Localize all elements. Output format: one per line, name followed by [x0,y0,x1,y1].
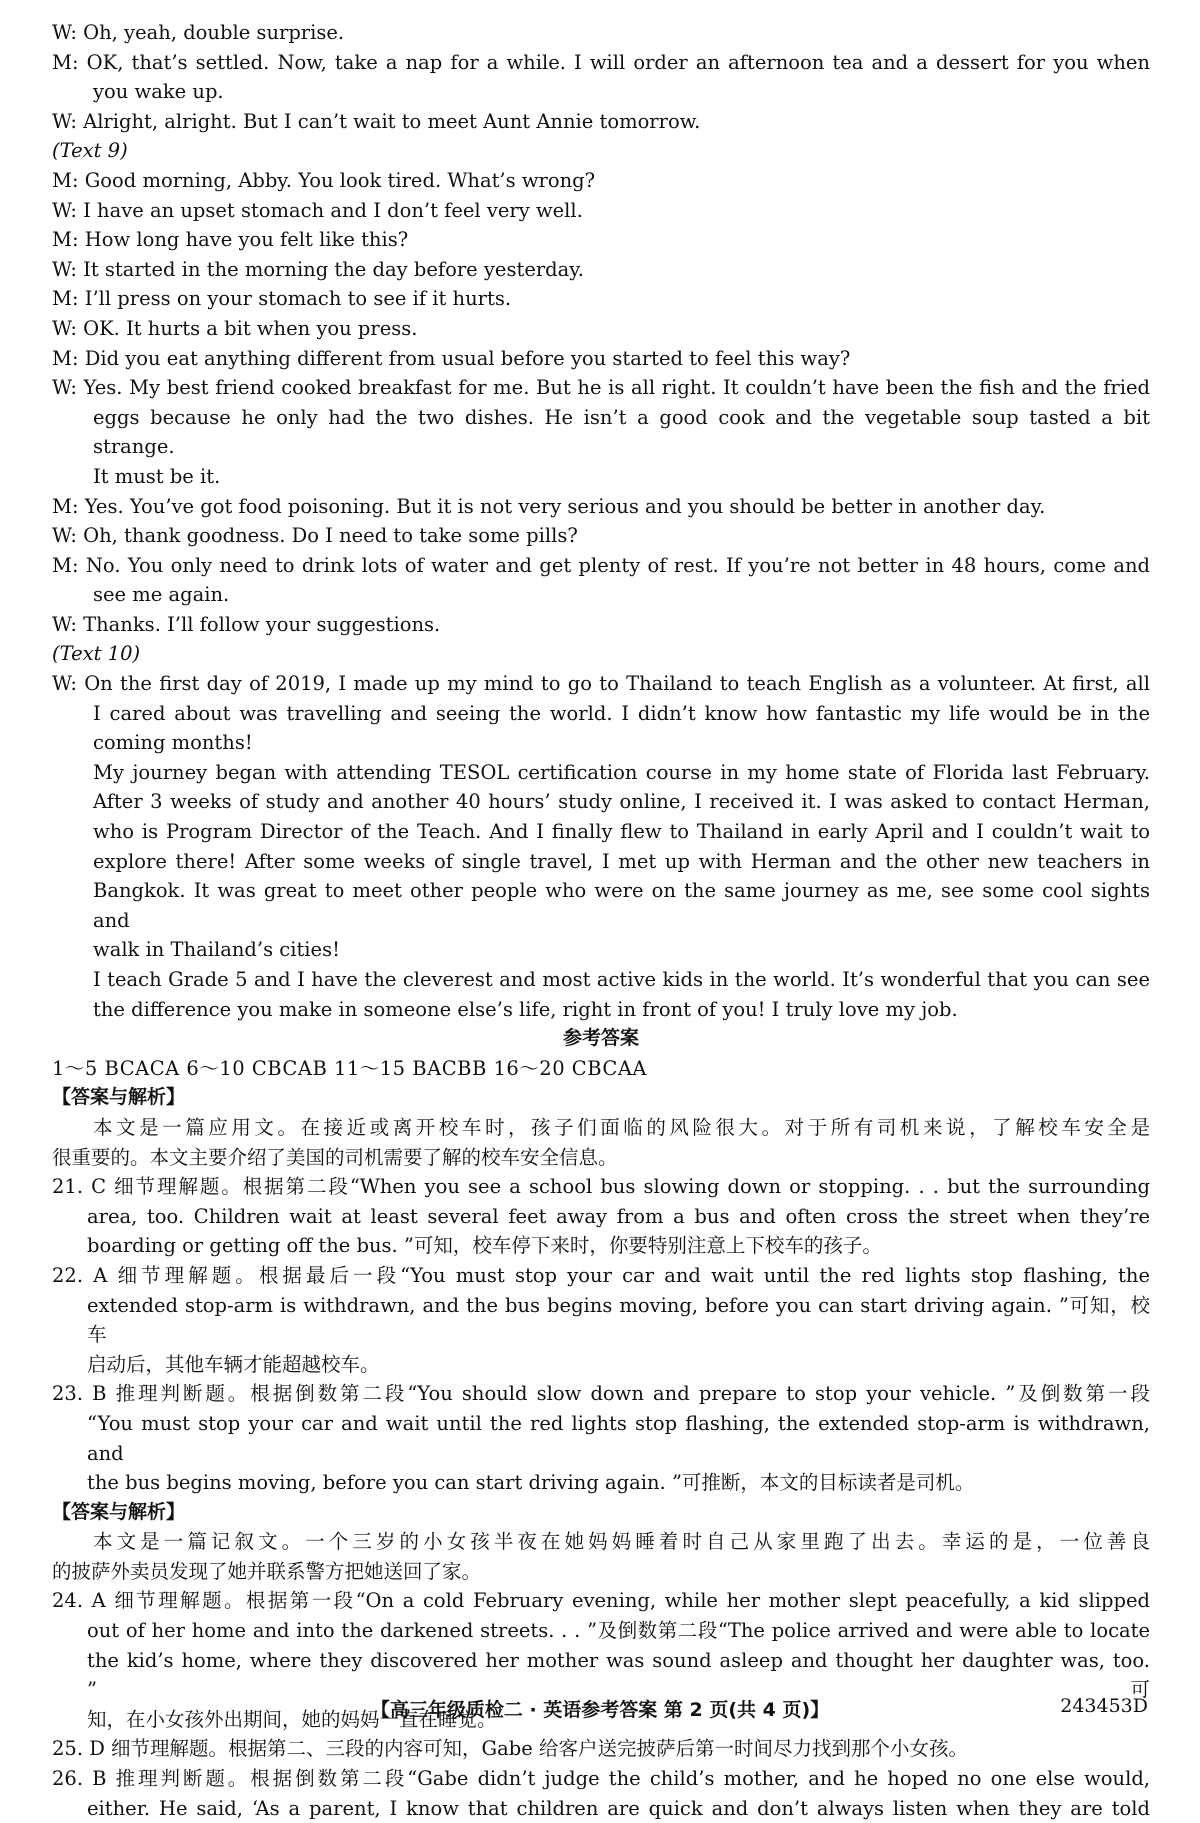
explanation-line: 22. A 细节理解题。根据最后一段“You must stop your car and wait until the red lights stop flashing, the [52,1263,1150,1287]
dialogue-line: W: Oh, yeah, double surprise. [52,21,345,44]
footer-title: 【高三年级质检二 · 英语参考答案 第 2 页(共 4 页)】 [370,1699,830,1721]
intro-line: 本文是一篇应用文。在接近或离开校车时，孩子们面临的风险很大。对于所有司机来说，了解校车安全是 [93,1115,1150,1139]
section-title: 【答案与解析】 [52,1086,186,1109]
answer-heading: 参考答案 [562,1027,639,1050]
dialogue-line: M: OK, that’s settled. Now, take a nap for a while. I will order an afternoon tea and a dessert for you when [52,50,1150,74]
explanation-line: extended stop-arm is withdrawn, and the bus begins moving, before you can start driving again. ”可知，校车 [87,1293,1150,1347]
text-label-9: (Text 9) [52,139,128,163]
monologue-line: I cared about was travelling and seeing the world. I didn’t know how fantastic my life would be in the [93,701,1150,725]
dialogue-line: M: Yes. You’ve got food poisoning. But it is not very serious and you should be better in another day. [52,494,1046,518]
answer-key: 1～5 BCACA 6～10 CBCAB 11～15 BACBB 16～20 CBCAA [52,1056,648,1080]
explanation-line: 知，在小女孩外出期间，她的妈妈一直在睡觉。 [87,1707,497,1731]
dialogue-line: W: It started in the morning the day before yesterday. [52,257,584,281]
monologue-line: My journey began with attending TESOL certification course in my home state of Florida last February. [93,760,1150,784]
explanation-line: out of her home and into the darkened streets. . . ”及倒数第二段“The police arrived and were able to locate [87,1619,1150,1643]
answer-page [52,18,1150,1823]
explanation-line: 21. C 细节理解题。根据第二段“When you see a school bus slowing down or stopping. . . but the surrounding [52,1175,1150,1199]
page-footer [0,1695,1200,1725]
explanation-line: boarding or getting off the bus. ”可知，校车停下来时，你要特别注意上下校车的孩子。 [87,1234,882,1258]
text-label-10: (Text 10) [52,642,141,666]
dialogue-line: W: Oh, thank goodness. Do I need to take some pills? [52,524,578,548]
intro-line: 很重要的。本文主要介绍了美国的司机需要了解的校车安全信息。 [52,1145,618,1169]
explanation-line: the bus begins moving, before you can start driving again. ”可推断，本文的目标读者是司机。 [87,1471,975,1495]
dialogue-line: M: How long have you felt like this? [52,228,409,252]
dialogue-line: W: Alright, alright. But I can’t wait to meet Aunt Annie tomorrow. [52,109,701,133]
dialogue-line: M: Did you eat anything different from usual before you started to feel this way? [52,346,851,370]
dialogue-line-cont: you wake up. [93,80,224,104]
dialogue-line: W: I have an upset stomach and I don’t feel very well. [52,198,583,222]
explanation-line: 26. B 推理判断题。根据倒数第二段“Gabe didn’t judge the child’s mother, and he hoped no one else would, [52,1767,1150,1791]
dialogue-line-cont: eggs because he only had the two dishes. He isn’t a good cook and the vegetable soup tasted a bit strange. [93,405,1150,459]
dialogue-line: W: OK. It hurts a bit when you press. [52,316,418,340]
explanation-line: the kid’s home, where they discovered her mother was sound asleep and thought her daughter was, too. ”可 [87,1648,1150,1702]
monologue-line: walk in Thailand’s cities! [93,938,340,962]
dialogue-line-cont: It must be it. [93,464,221,488]
dialogue-line: M: Good morning, Abby. You look tired. What’s wrong? [52,168,596,192]
dialogue-line: W: Thanks. I’ll follow your suggestions. [52,612,441,636]
intro-line: 本文是一篇记叙文。一个三岁的小女孩半夜在她妈妈睡着时自己从家里跑了出去。幸运的是，一位善良 [93,1530,1150,1554]
dialogue-line-cont: see me again. [93,583,230,607]
dialogue-line: M: I’ll press on your stomach to see if it hurts. [52,287,512,311]
explanation-line: area, too. Children wait at least several feet away from a bus and often cross the street when they’re [87,1204,1150,1228]
dialogue-line: M: No. You only need to drink lots of water and get plenty of rest. If you’re not better in 48 hours, come and [52,553,1150,577]
explanation-line: either. He said, ‘As a parent, I know that children are quick and don’t always listen when they are told [87,1796,1150,1820]
footer-code: 243453D [1060,1695,1148,1717]
monologue-line: explore there! After some weeks of single travel, I met up with Herman and the other new teachers in [93,849,1150,873]
monologue-line: After 3 weeks of study and another 40 hours’ study online, I received it. I was asked to contact Herman, [93,790,1150,814]
intro-line: 的披萨外卖员发现了她并联系警方把她送回了家。 [52,1559,482,1583]
monologue-line: Bangkok. It was great to meet other people who were on the same journey as me, see some cool sights and [93,879,1150,932]
monologue-line: W: On the first day of 2019, I made up my mind to go to Thailand to teach English as a volunteer. At first, all [52,672,1150,696]
monologue-line: the difference you make in someone else’s life, right in front of you! I truly love my job. [93,997,958,1021]
explanation-line: “You must stop your car and wait until the red lights stop flashing, the extended stop-arm is withdrawn, and [87,1411,1150,1465]
section-title: 【答案与解析】 [52,1500,186,1523]
explanation-line: 23. B 推理判断题。根据倒数第二段“You should slow down and prepare to stop your vehicle. ”及倒数第一段 [52,1382,1150,1406]
explanation-line: 启动后，其他车辆才能超越校车。 [87,1352,380,1376]
explanation-line: 24. A 细节理解题。根据第一段“On a cold February evening, while her mother slept peacefully, a kid slipped [52,1589,1150,1613]
monologue-line: coming months! [93,731,253,755]
monologue-line: who is Program Director of the Teach. And I finally flew to Thailand in early April and I couldn’t wait to [93,820,1150,844]
explanation-line: 25. D 细节理解题。根据第二、三段的内容可知，Gabe 给客户送完披萨后第一时间尽力找到那个小女孩。 [52,1737,968,1761]
dialogue-line: W: Yes. My best friend cooked breakfast for me. But he is all right. It couldn’t have been the fish and the fried [52,376,1150,400]
monologue-line: I teach Grade 5 and I have the cleverest and most active kids in the world. It’s wonderful that you can see [93,968,1150,991]
